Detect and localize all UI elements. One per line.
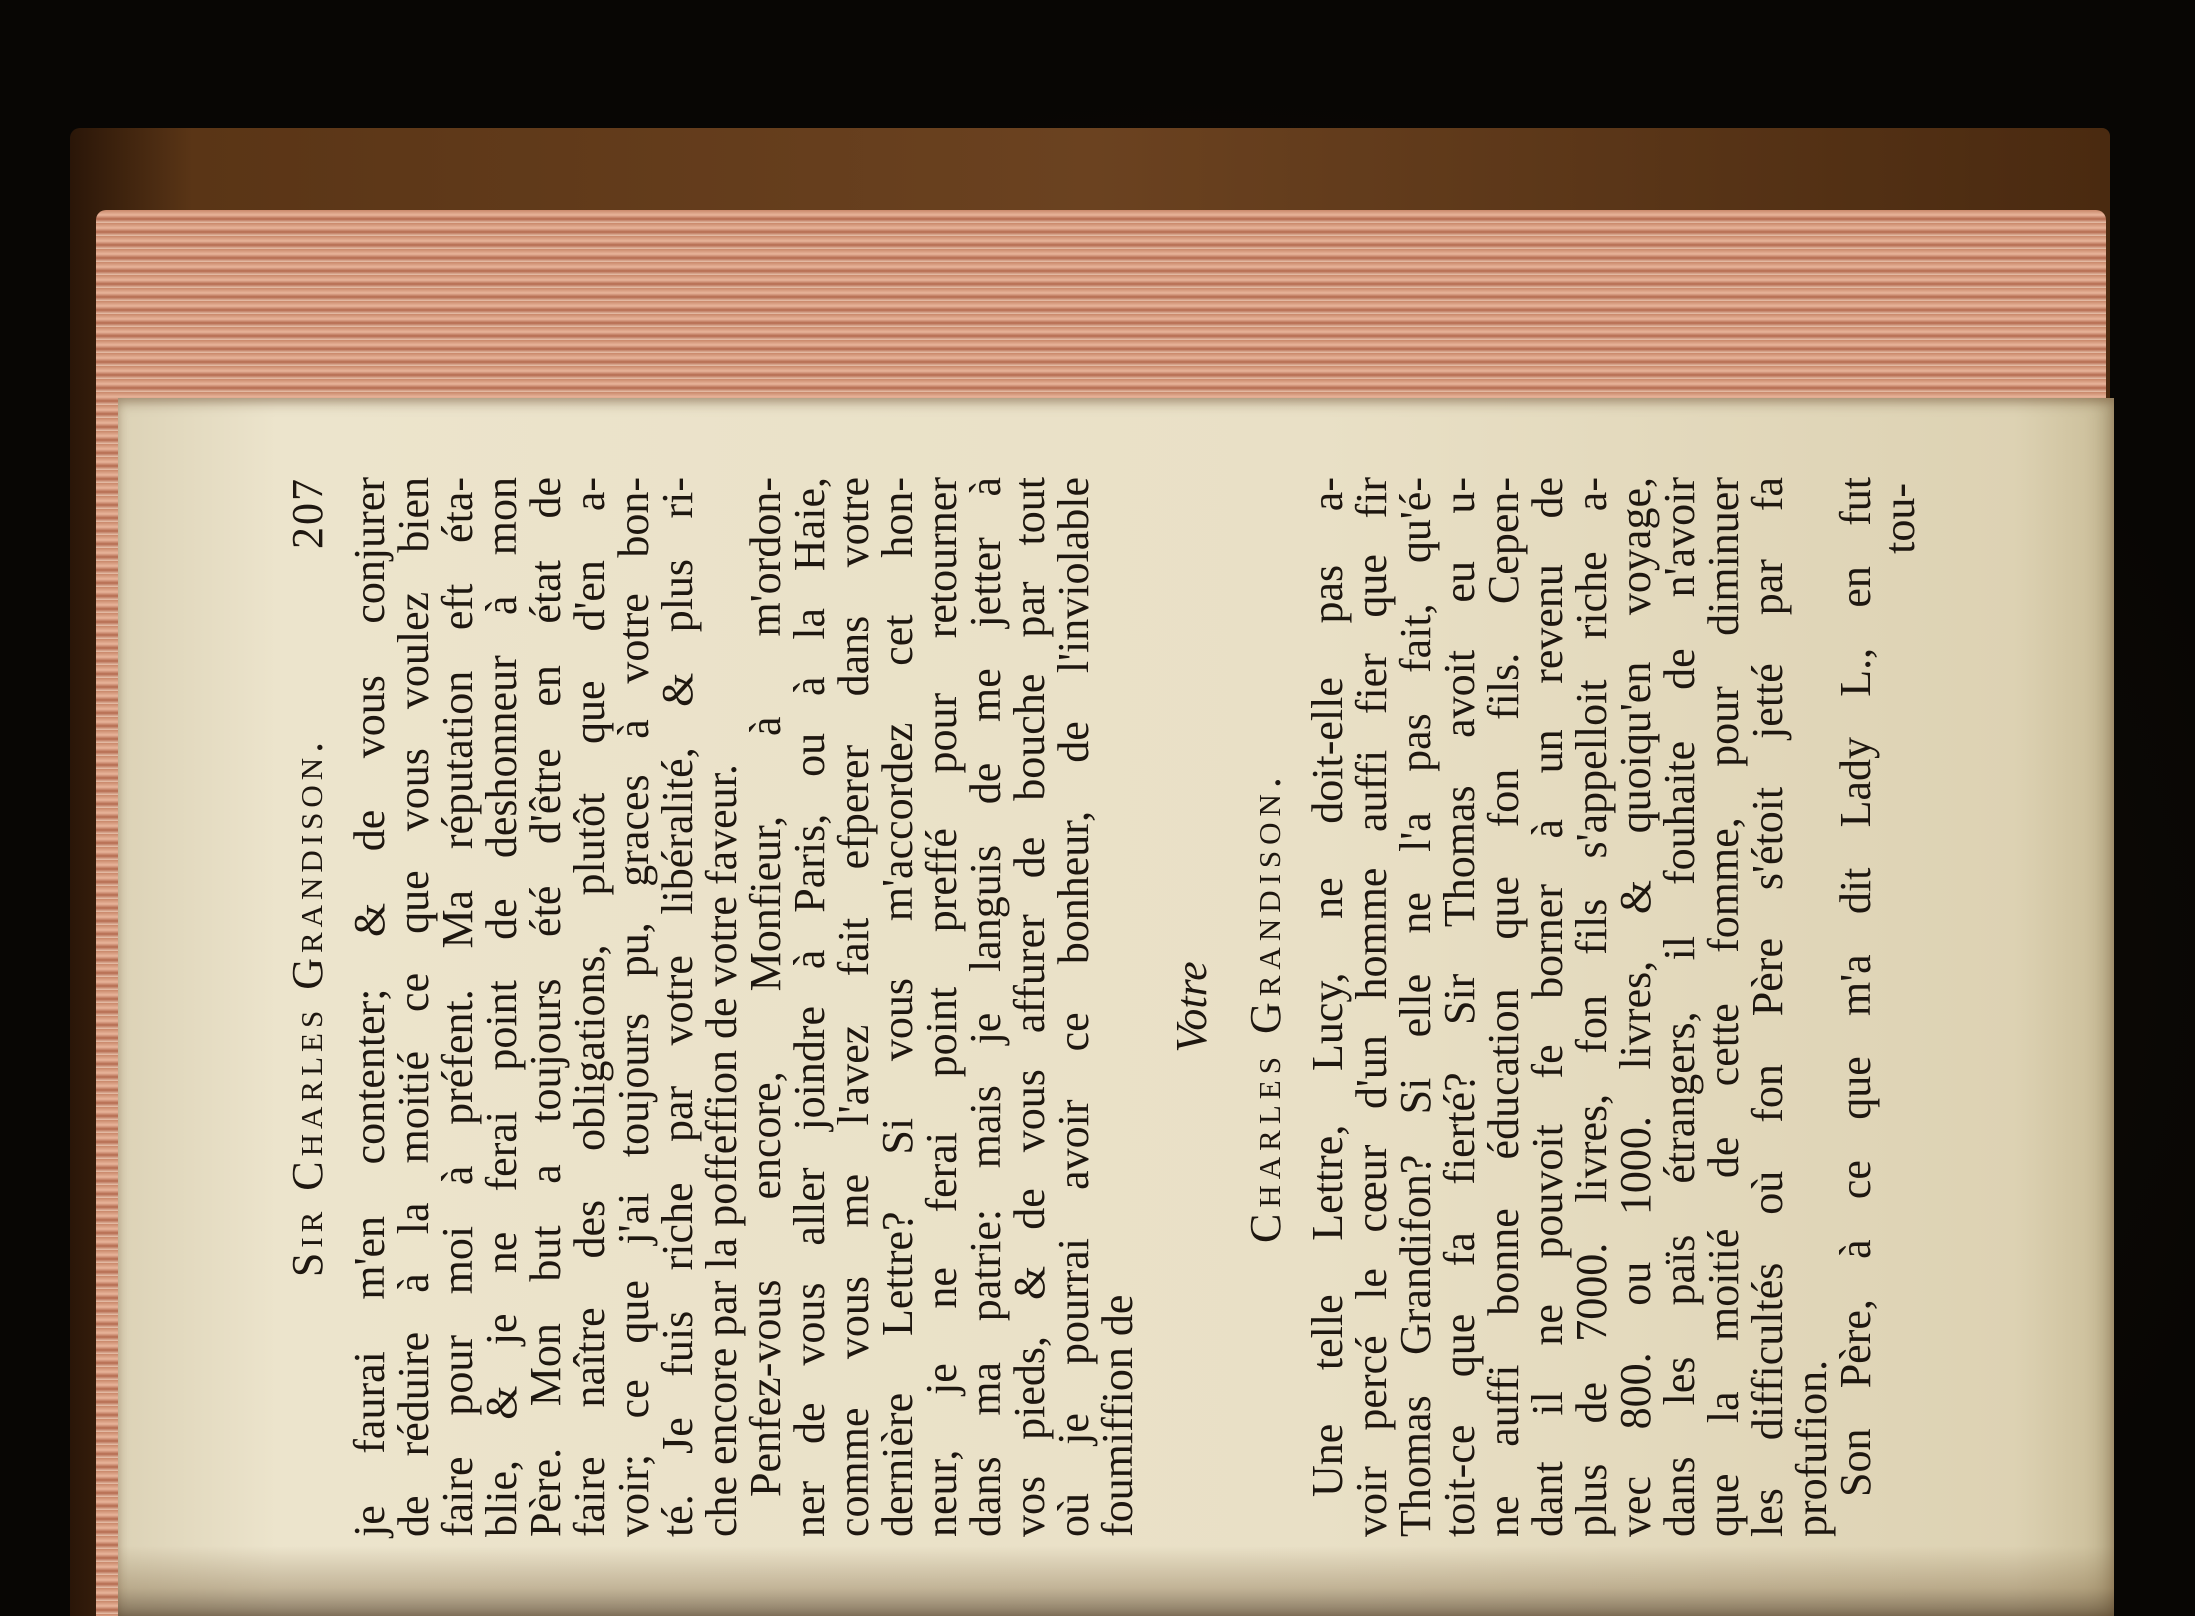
text-line: profufion. [1787, 1359, 1836, 1537]
text-block [283, 477, 1946, 1537]
text-line: comme vous me l'avez fait efperer dans votre [829, 477, 878, 1537]
running-title: Sir Charles Grandison. [283, 736, 332, 1278]
letter-closing [1167, 477, 1290, 1537]
text-line: dernière Lettre? Si vous m'accordez cet hon- [873, 477, 922, 1537]
text-line: ne auffi bonne éducation que fon fils. Cepen- [1479, 477, 1528, 1537]
text-line: ner de vous aller joindre à Paris, ou à la Haie, [785, 477, 834, 1537]
book-page [118, 398, 2114, 1616]
signature: Charles Grandison. [1241, 771, 1290, 1243]
text-line: faire naître des obligations, plutôt que d'en a- [565, 477, 614, 1537]
text-line: plus de 7000. livres, fon fils s'appelloit riche a- [1567, 477, 1616, 1537]
paragraph-4 [1831, 477, 1880, 1537]
text-line: je faurai m'en contenter; & de vous conjurer [345, 477, 394, 1537]
text-line: les difficultés où fon Père s'étoit jetté par fa [1743, 477, 1792, 1537]
text-line: Thomas Grandifon? Si elle ne l'a pas fait, qu'é- [1391, 477, 1440, 1537]
text-line: dans ma patrie: mais je languis de me jetter à [961, 477, 1010, 1537]
text-line: neur, je ne ferai point preffé pour retourner [917, 477, 966, 1537]
text-line: Penfez-vous encore, Monfieur, à m'ordon- [741, 477, 790, 1497]
text-line: de réduire à la moitié ce que vous voulez bien [389, 477, 438, 1537]
text-line: vec 800. ou 1000. livres, & quoiqu'en voyage, [1611, 477, 1660, 1537]
text-line: Une telle Lettre, Lucy, ne doit-elle pas a- [1303, 477, 1352, 1497]
text-line: dans les païs étrangers, il fouhaite de n'avoir [1655, 477, 1704, 1537]
text-line: faire pour moi à préfent. Ma réputation eft éta- [433, 477, 482, 1537]
text-line: vos pieds, & de vous affurer de bouche par tout [1005, 477, 1054, 1537]
page-number: 207 [283, 477, 332, 549]
text-line: foumiffion de [1093, 1294, 1142, 1537]
text-line: blie, & je ne ferai point de deshonneur à mon [477, 477, 526, 1537]
catchword: tou- [1875, 483, 1924, 554]
text-line: voir; ce que j'ai toujours pu, graces à votre bon- [609, 477, 658, 1537]
text-line: que la moitié de cette fomme, pour diminuer [1699, 477, 1748, 1537]
text-line: dant il ne pouvoit fe borner à un revenu de [1523, 477, 1572, 1537]
paragraph-3 [1303, 477, 1836, 1537]
text-line: où je pourrai avoir ce bonheur, de l'inviolable [1049, 477, 1098, 1537]
text-line: Père. Mon but a toujours été d'être en état de [521, 477, 570, 1537]
page-gutter [118, 1546, 2114, 1616]
closing-word: Votre [1167, 961, 1216, 1053]
paragraph-2 [741, 477, 1142, 1537]
paragraph-1 [345, 477, 746, 1537]
text-line: Son Père, à ce que m'a dit Lady L., en fut [1831, 477, 1880, 1497]
text-line: toit-ce que fa fierté? Sir Thomas avoit eu u- [1435, 477, 1484, 1537]
text-line: voir percé le cœur d'un homme auffi fier que fir [1347, 477, 1396, 1537]
running-head [283, 477, 340, 1537]
text-line: che encore par la poffeffion de votre faveur. [697, 764, 746, 1537]
text-line: té. Je fuis riche par votre libéralité, & plus ri- [653, 477, 702, 1537]
